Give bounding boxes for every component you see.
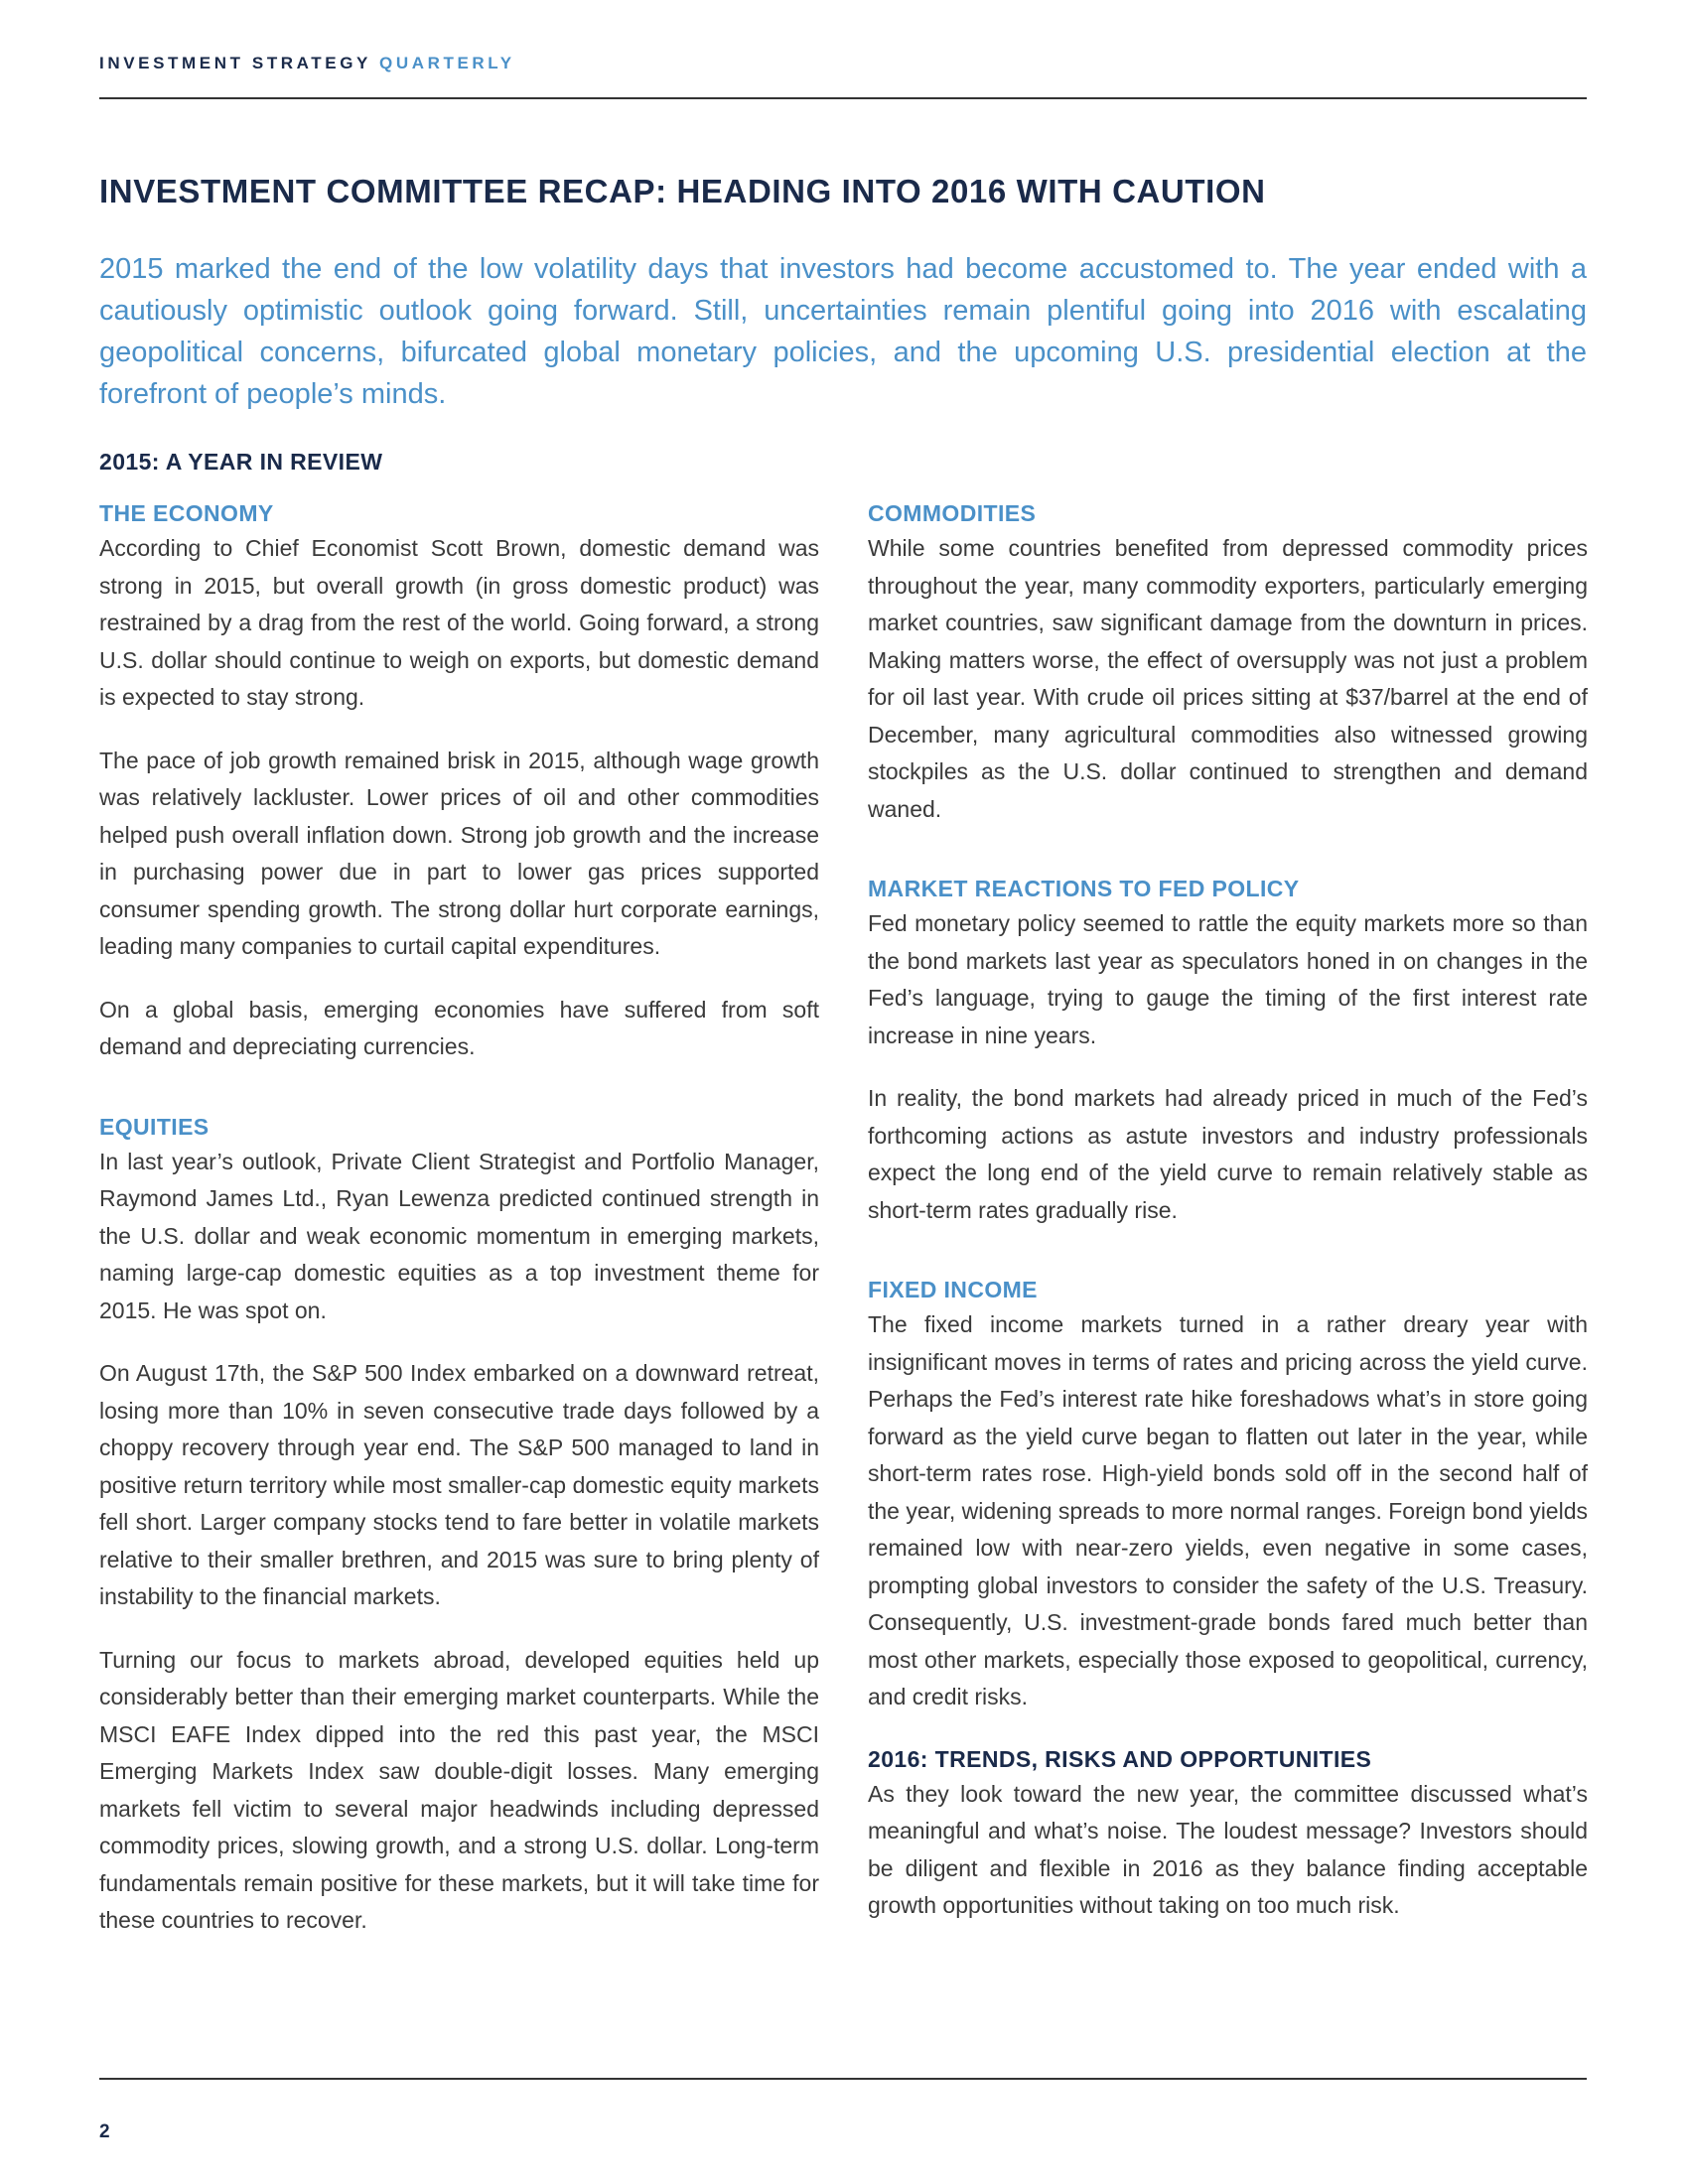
- running-head-main: INVESTMENT STRATEGY: [99, 54, 371, 72]
- running-head-accent: QUARTERLY: [379, 54, 515, 72]
- top-rule: [99, 97, 1587, 99]
- fixed-income-paragraph-1: The fixed income markets turned in a rather dreary year with insignificant moves in terms of rates and pricing across the yield curve. Perhaps the Fed’s interest rate hike foreshadows what’s in store going forward as the yield curve began to flatten out later in the year, while short-term rates rose. High-yield bonds sold off in the second half of the year, widening spreads to more normal ranges. Foreign bond yields remained low with near-zero yields, even negative in some cases, prompting global investors to consider the safety of the U.S. Treasury. Consequently, U.S. investment-grade bonds fared much better than most other markets, especially those exposed to geopolitical, currency, and credit risks.: [868, 1311, 1588, 1709]
- right-column: [868, 496, 1588, 1925]
- equities-paragraph-2: On August 17th, the S&P 500 Index embarked on a downward retreat, losing more than 10% in seven consecutive trade days followed by a choppy recovery through year end. The S&P 500 managed to land in positive return territory while most smaller-cap domestic equity markets fell short. Larger company stocks tend to fare better in volatile markets relative to their smaller brethren, and 2015 was sure to bring plenty of instability to the financial markets.: [99, 1360, 819, 1609]
- subheading-trends: 2016: TRENDS, RISKS AND OPPORTUNITIES: [868, 1745, 1372, 1772]
- subheading-commodities: COMMODITIES: [868, 500, 1037, 526]
- equities-paragraph-1: In last year’s outlook, Private Client Strategist and Portfolio Manager, Raymond James Ltd., Ryan Lewenza predicted continued strength in the U.S. dollar and weak economic momentum in emerging markets, naming large-cap domestic equities as a top investment theme for 2015. He was spot on.: [99, 1148, 819, 1323]
- bottom-rule: [99, 2078, 1587, 2080]
- fed-paragraph-1: Fed monetary policy seemed to rattle the equity markets more so than the bond markets last year as speculators honed in on changes in the Fed’s language, trying to gauge the timing of the first interest rate increase in nine years.: [868, 910, 1588, 1048]
- trends-paragraph-1: As they look toward the new year, the committee discussed what’s meaningful and what’s noise. The loudest message? Investors should be diligent and flexible in 2016 as they balance finding acceptable growth opportunities without taking on too much risk.: [868, 1780, 1588, 1918]
- page-title: INVESTMENT COMMITTEE RECAP: HEADING INTO 2016 WITH CAUTION: [99, 173, 1266, 209]
- subheading-economy: THE ECONOMY: [99, 500, 274, 526]
- economy-paragraph-1: According to Chief Economist Scott Brown, domestic demand was strong in 2015, but overall growth (in gross domestic product) was restrained by a drag from the rest of the world. Going forward, a strong U.S. dollar should continue to weigh on exports, but domestic demand is expected to stay strong.: [99, 535, 819, 710]
- fed-paragraph-2: In reality, the bond markets had already priced in much of the Fed’s forthcoming actions as astute investors and industry professionals expect the long end of the yield curve to remain relatively stable as short-term rates gradually rise.: [868, 1085, 1588, 1223]
- commodities-paragraph-1: While some countries benefited from depressed commodity prices throughout the year, many commodity exporters, particularly emerging market countries, saw significant damage from the downturn in prices. Making matters worse, the effect of oversupply was not just a problem for oil last year. With crude oil prices sitting at $37/barrel at the end of December, many agricultural commodities also witnessed growing stockpiles as the U.S. dollar continued to strengthen and demand waned.: [868, 535, 1588, 822]
- section-heading: 2015: A YEAR IN REVIEW: [99, 449, 383, 475]
- left-column: [99, 496, 819, 1940]
- subheading-fed-policy: MARKET REACTIONS TO FED POLICY: [868, 876, 1300, 901]
- economy-paragraph-3: On a global basis, emerging economies have suffered from soft demand and depreciating currencies.: [99, 996, 819, 1059]
- intro-paragraph: 2015 marked the end of the low volatility days that investors had become accustomed to. The year ended with a cautiously optimistic outlook going forward. Still, uncertainties remain plentiful going into 2016 with escalating geopolitical concerns, bifurcated global monetary policies, and the upcoming U.S. presidential election at the forefront of people’s minds.: [99, 253, 1587, 410]
- economy-paragraph-2: The pace of job growth remained brisk in 2015, although wage growth was relatively lackluster. Lower prices of oil and other commodities helped push overall inflation down. Strong job growth and the increase in purchasing power due in part to lower gas prices supported consumer spending growth. The strong dollar hurt corporate earnings, leading many companies to curtail capital expenditures.: [99, 747, 819, 959]
- running-head: [99, 54, 515, 73]
- page-number: 2: [99, 2121, 110, 2142]
- subheading-equities: EQUITIES: [99, 1113, 210, 1140]
- equities-paragraph-3: Turning our focus to markets abroad, developed equities held up considerably better than their emerging market counterparts. While the MSCI EAFE Index dipped into the red this past year, the MSCI Emerging Markets Index saw double-digit losses. Many emerging markets fell victim to several major headwinds including depressed commodity prices, slowing growth, and a strong U.S. dollar. Long-term fundamentals remain positive for these markets, but it will take time for these countries to recover.: [99, 1646, 819, 1933]
- subheading-fixed-income: FIXED INCOME: [868, 1277, 1038, 1302]
- document-page: [99, 0, 1589, 2184]
